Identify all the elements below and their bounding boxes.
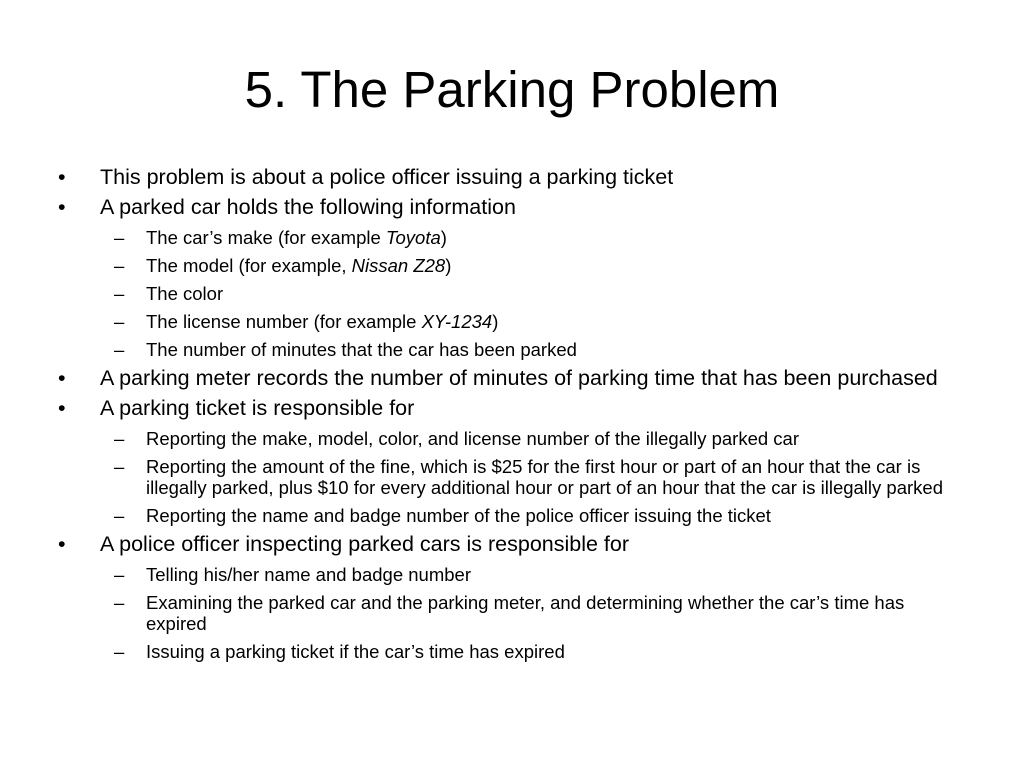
dash-glyph: – — [114, 505, 125, 526]
bullet-text: A police officer inspecting parked cars is responsible for — [100, 532, 630, 556]
dash-glyph: – — [114, 564, 125, 585]
dash-glyph: – — [114, 339, 125, 360]
sub-bullet-text-example: Nissan Z28 — [351, 255, 446, 276]
sub-bullet-item — [58, 227, 968, 248]
sub-bullet-item — [58, 456, 968, 498]
sub-bullet-text-example: XY-1234 — [421, 311, 493, 332]
sub-bullet-text: Reporting the amount of the fine, which is $25 for the first hour or part of an hour that the car is illegally parked, plus $10 for every additional hour or part of an hour that the car is illegally parked — [146, 456, 943, 498]
sub-bullet-text: Reporting the make, model, color, and license number of the illegally parked car — [146, 428, 799, 449]
dash-glyph: – — [114, 428, 125, 449]
bullet-text: A parking meter records the number of minutes of parking time that has been purchased — [100, 366, 938, 390]
sub-bullet-text-pre: The license number (for example — [146, 311, 422, 332]
bullet-text: A parked car holds the following information — [100, 195, 516, 219]
sub-bullet-text: Examining the parked car and the parking meter, and determining whether the car’s time has expired — [146, 592, 905, 634]
sub-bullet-text: The number of minutes that the car has been parked — [146, 339, 577, 360]
sub-bullet-text-post: ) — [445, 255, 452, 276]
sub-bullet-item — [58, 311, 968, 332]
sub-bullet-text-pre: The model (for example, — [146, 255, 352, 276]
dash-glyph: – — [114, 592, 125, 613]
sub-bullet-item — [58, 505, 968, 526]
bullet-item — [58, 165, 968, 189]
sub-bullet-text-pre: The car’s make (for example — [146, 227, 386, 248]
dash-glyph: – — [114, 255, 125, 276]
bullet-glyph: • — [58, 366, 66, 390]
bullet-item — [58, 366, 968, 390]
sub-bullet-text-example: Toyota — [385, 227, 441, 248]
bullet-text: This problem is about a police officer issuing a parking ticket — [100, 165, 674, 189]
sub-bullet-item — [58, 283, 968, 304]
bullet-text: A parking ticket is responsible for — [100, 396, 415, 420]
sub-bullet-item — [58, 641, 968, 662]
dash-glyph: – — [114, 311, 125, 332]
bullet-item — [58, 532, 968, 556]
sub-bullet-item — [58, 255, 968, 276]
sub-bullet-text: Telling his/her name and badge number — [146, 564, 471, 585]
dash-glyph: – — [114, 227, 125, 248]
dash-glyph: – — [114, 456, 125, 477]
dash-glyph: – — [114, 641, 125, 662]
bullet-item — [58, 195, 968, 219]
dash-glyph: – — [114, 283, 125, 304]
bullet-glyph: • — [58, 396, 66, 420]
sub-bullet-item — [58, 339, 968, 360]
bullet-item — [58, 396, 968, 420]
sub-bullet-text-post: ) — [440, 227, 447, 248]
bullet-glyph: • — [58, 532, 66, 556]
sub-bullet-text: Reporting the name and badge number of the police officer issuing the ticket — [146, 505, 771, 526]
sub-bullet-item — [58, 428, 968, 449]
sub-bullet-text-post: ) — [492, 311, 499, 332]
bullet-glyph: • — [58, 195, 66, 219]
sub-bullet-text: The color — [146, 283, 224, 304]
slide-body — [58, 165, 968, 662]
sub-bullet-item — [58, 592, 968, 634]
sub-bullet-text: Issuing a parking ticket if the car’s time has expired — [146, 641, 565, 662]
bullet-glyph: • — [58, 165, 66, 189]
sub-bullet-item — [58, 564, 968, 585]
slide-title: 5. The Parking Problem — [244, 61, 780, 118]
